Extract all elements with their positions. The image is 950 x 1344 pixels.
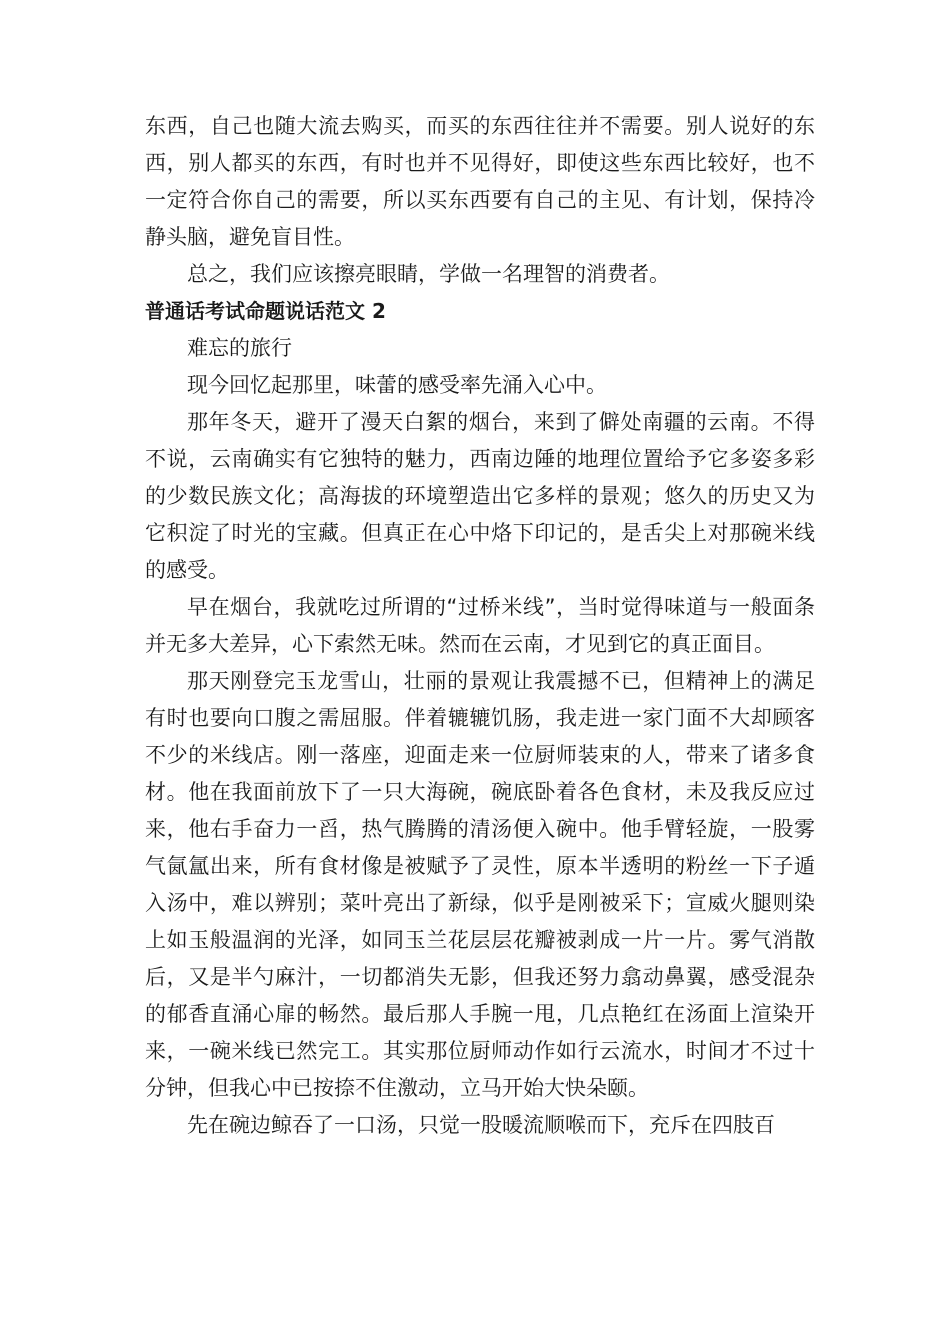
document-page	[145, 108, 815, 1218]
section-heading: 普通话考试命题说话范文 2	[145, 299, 386, 323]
paragraph: 先在碗边鲸吞了一口汤，只觉一股暖流顺喉而下，充斥在四肢百	[187, 1113, 775, 1137]
paragraph: 那天刚登完玉龙雪山，壮丽的景观让我震撼不已，但精神上的满足有时也要向口腹之需屈服。伴着辘辘饥肠，我走进一家门面不大却顾客不少的米线店。刚一落座，迎面走来一位厨师装束的人，带来了诸多食材。他在我面前放下了一只大海碗，碗底卧着各色食材，未及我反应过来，他右手奋力一舀，热气腾腾的清汤便入碗中。他手臂轻旋，一股雾气氤氲出来，所有食材像是被赋予了灵性，原本半透明的粉丝一下子遁入汤中，难以辨别；菜叶亮出了新绿，似乎是刚被采下；宣威火腿则染上如玉般温润的光泽，如同玉兰花层层花瓣被剥成一片一片。雾气消散后，又是半勺麻汁，一切都消失无影，但我还努力翕动鼻翼，感受混杂的郁香直涌心扉的畅然。最后那人手腕一甩，几点艳红在汤面上渲染开来，一碗米线已然完工。其实那位厨师动作如行云流水，时间才不过十分钟，但我心中已按捺不住激动，立马开始大快朵颐。	[145, 669, 815, 1100]
paragraph: 早在烟台，我就吃过所谓的“过桥米线”，当时觉得味道与一般面条并无多大差异，心下索然无味。然而在云南，才见到它的真正面目。	[145, 595, 815, 656]
paragraph: 东西，自己也随大流去购买，而买的东西往往并不需要。别人说好的东西，别人都买的东西，有时也并不见得好，即使这些东西比较好，也不一定符合你自己的需要，所以买东西要有自己的主见、有计划，保持冷静头脑，避免盲目性。	[145, 114, 815, 249]
paragraph: 总之，我们应该擦亮眼睛，学做一名理智的消费者。	[187, 262, 670, 286]
paragraph: 那年冬天，避开了漫天白絮的烟台，来到了僻处南疆的云南。不得不说，云南确实有它独特的魅力，西南边陲的地理位置给予它多姿多彩的少数民族文化；高海拔的环境塑造出它多样的景观；悠久的历史又为它积淀了时光的宝藏。但真正在心中烙下印记的，是舌尖上对那碗米线的感受。	[145, 410, 815, 582]
essay-title: 难忘的旅行	[187, 336, 292, 360]
paragraph: 现今回忆起那里，味蕾的感受率先涌入心中。	[187, 373, 607, 397]
